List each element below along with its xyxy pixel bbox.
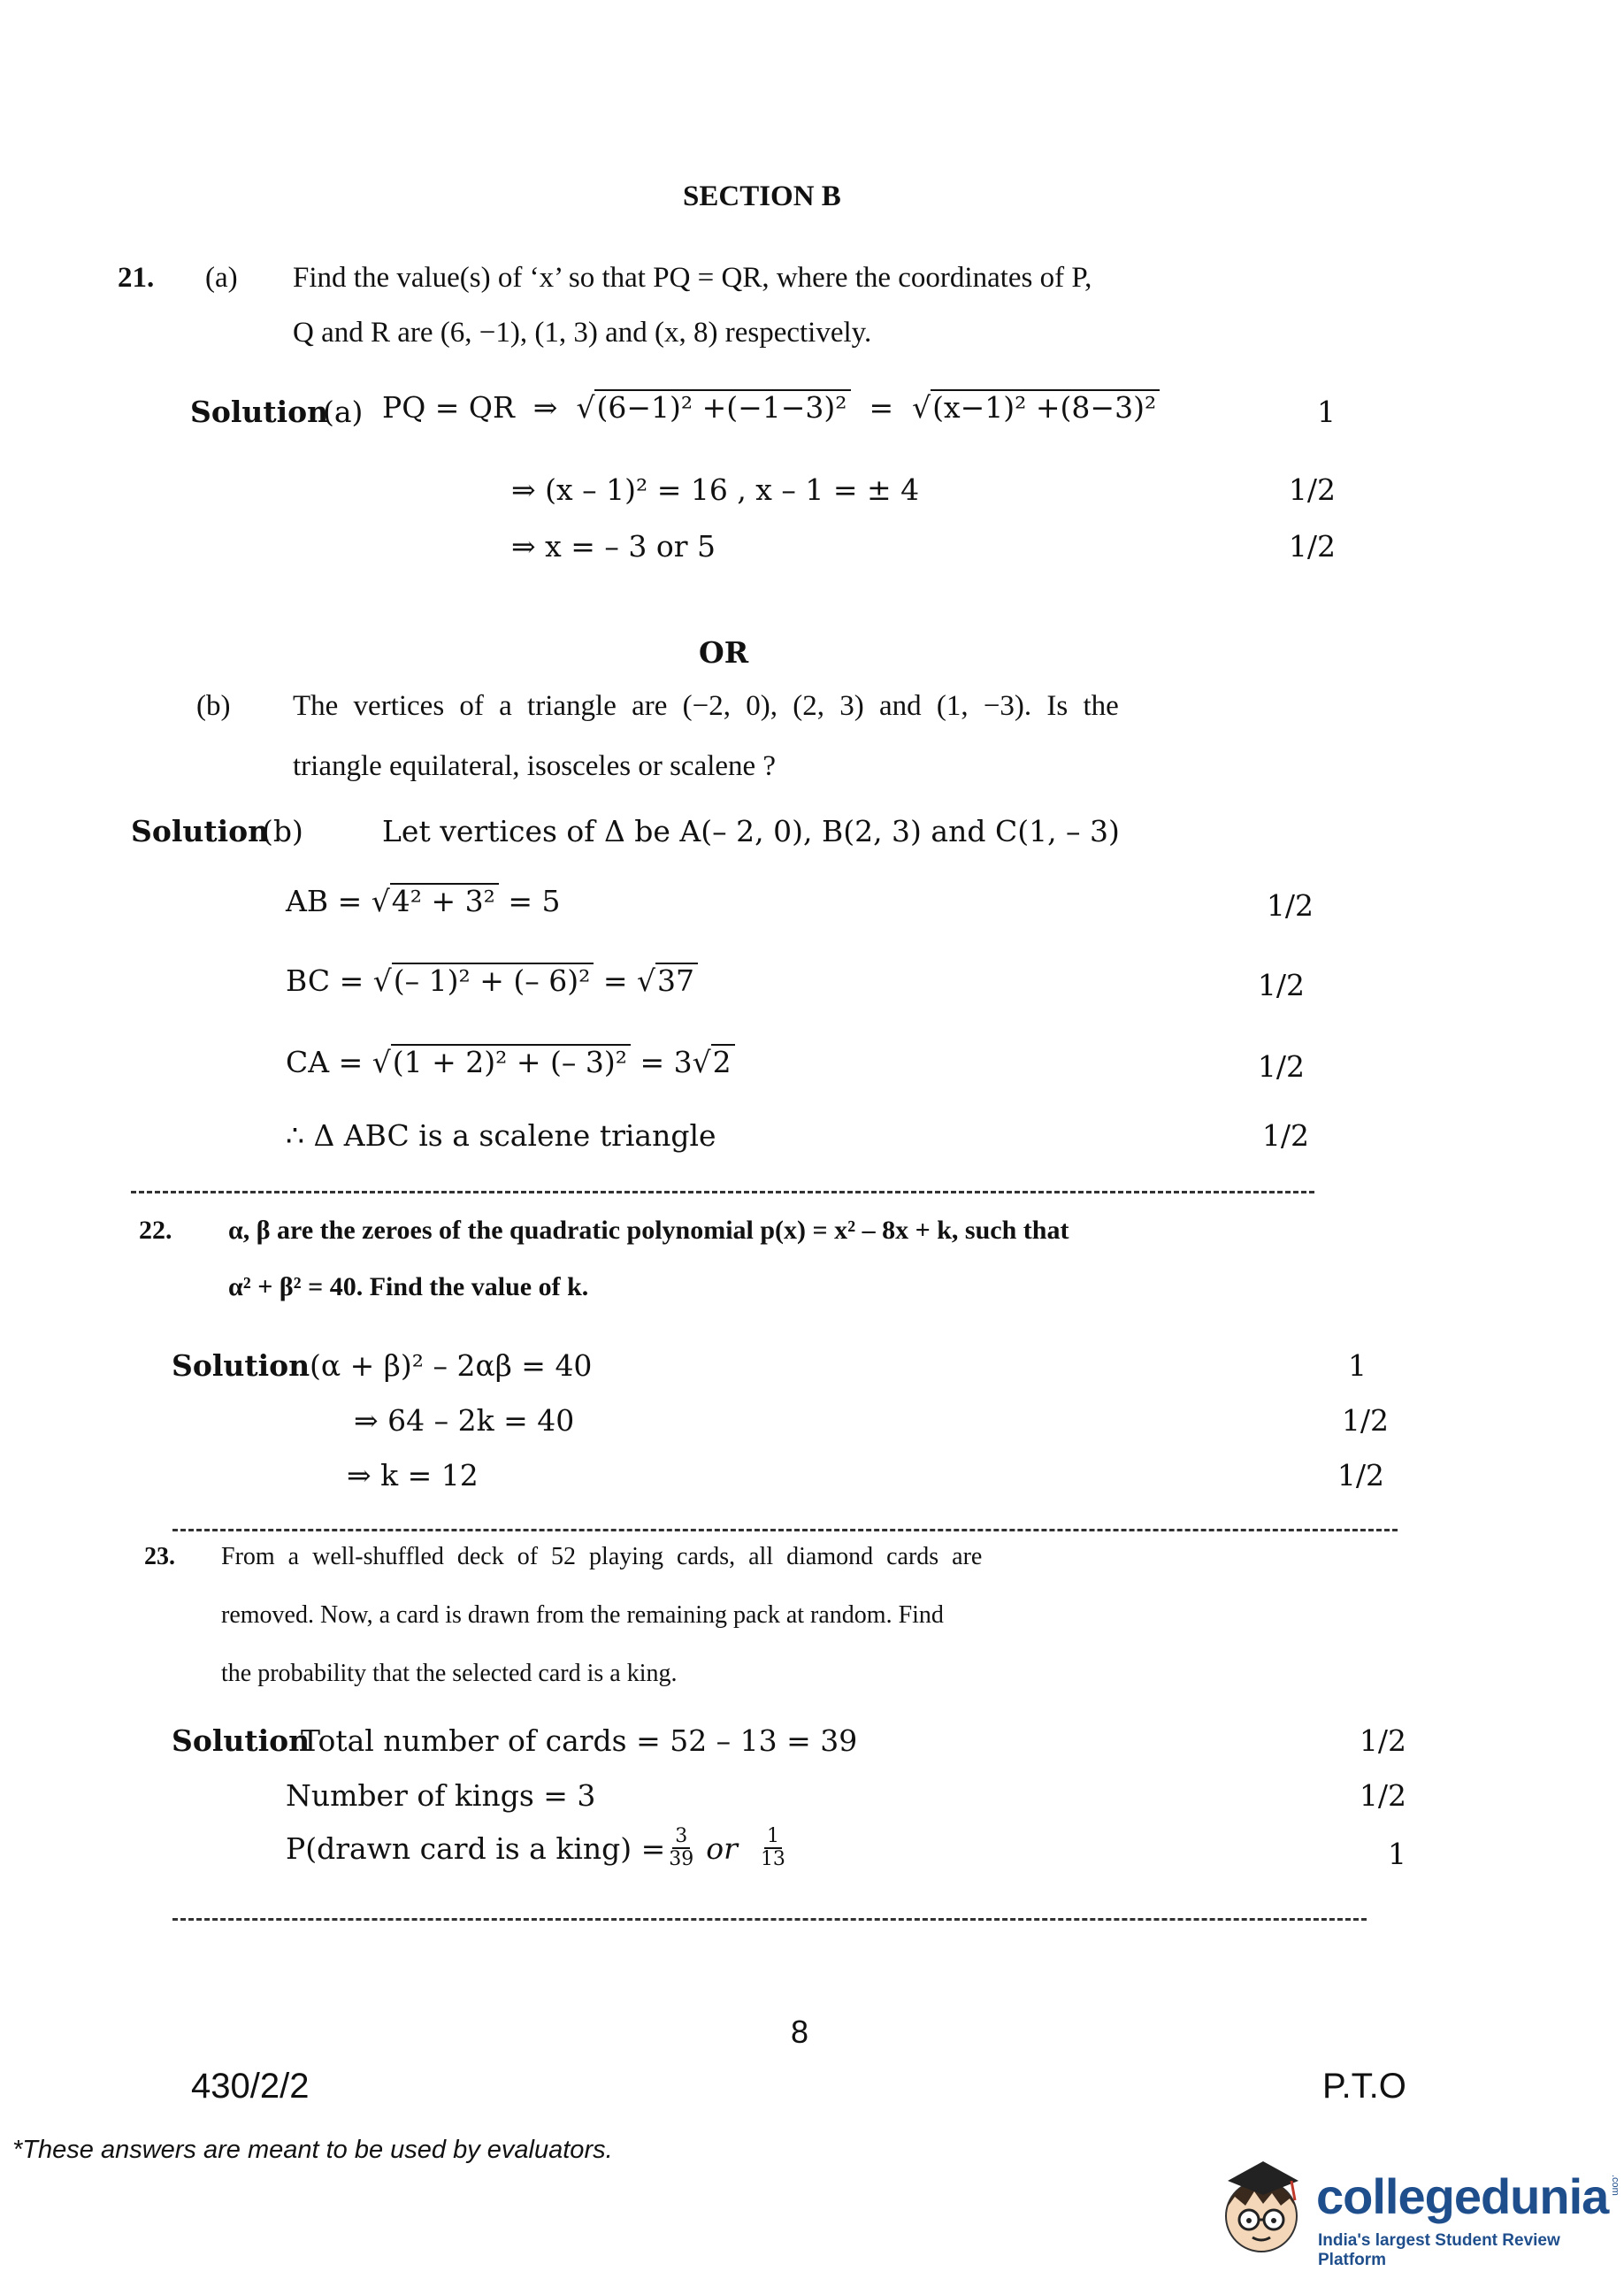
ab-lhs: AB = — [286, 884, 363, 918]
sqrt-symbol: √ — [576, 390, 595, 425]
pto-label: P.T.O — [1322, 2067, 1406, 2106]
q23-sol-label: Solution — [172, 1723, 310, 1758]
q23-mark-2: 1/2 — [1359, 1778, 1406, 1813]
q21-part-a-line1: Find the value(s) of ‘x’ so that PQ = QR, where the coordinates of P, — [293, 262, 1092, 294]
q21-part-b-line1: The vertices of a triangle are (−2, 0), (2, 3) and (1, −3). Is the — [293, 690, 1119, 722]
equals-symbol: = — [860, 390, 903, 425]
q22-sol-line2: ⇒ 64 – 2k = 40 — [354, 1403, 575, 1438]
sqrt-symbol: √ — [371, 884, 390, 918]
ca-mark: 1/2 — [1257, 1049, 1305, 1084]
fraction-1-13 — [761, 1826, 785, 1870]
q21-sol-a-radicand-2: (x−1)² +(8−3)² — [931, 389, 1160, 425]
q23-mark-1: 1/2 — [1359, 1723, 1406, 1758]
bc-radicand: (– 1)² + (– 6)² — [392, 963, 594, 998]
sqrt-symbol: √ — [637, 963, 656, 998]
q23-number: 23. — [144, 1543, 175, 1570]
q21-part-a-label: (a) — [205, 262, 238, 294]
collegedunia-mascot-logo — [1210, 2154, 1316, 2260]
q23-sol-line2: Number of kings = 3 — [286, 1778, 596, 1813]
q21-sol-a-label: Solution — [190, 395, 329, 429]
ab-rhs: = 5 — [508, 884, 561, 918]
q23-line2: removed. Now, a card is drawn from the remaining pack at random. Find — [221, 1601, 944, 1629]
q21-sol-a-line2: ⇒ (x – 1)² = 16 , x – 1 = ± 4 — [511, 472, 920, 507]
ca-equation — [286, 1044, 735, 1079]
q22-mark-1: 1 — [1348, 1348, 1367, 1383]
q22-number: 22. — [139, 1216, 172, 1245]
q21-sol-b-part: (b) — [262, 814, 303, 848]
q21-sol-b-label: Solution — [131, 814, 270, 848]
separator-line — [172, 1918, 1367, 1921]
sqrt-symbol: √ — [692, 1045, 711, 1079]
q21-sol-a-equation — [382, 389, 1160, 425]
separator-line — [172, 1529, 1398, 1531]
q21-conclusion-mark: 1/2 — [1261, 1118, 1309, 1153]
brand-tagline: India's largest Student Review Platform — [1318, 2231, 1560, 2269]
page-number: 8 — [791, 2014, 809, 2050]
q21-part-a-line2: Q and R are (6, −1), (1, 3) and (x, 8) respectively. — [293, 317, 872, 349]
bc-eq: = — [602, 963, 628, 998]
q22-line1: α, β are the zeroes of the quadratic polynomial p(x) = x² – 8x + k, such that — [228, 1216, 1069, 1245]
q21-sol-a-mark-1: 1 — [1317, 395, 1336, 429]
q23-sol-line1: Total number of cards = 52 – 13 = 39 — [301, 1723, 858, 1758]
q22-sol-line1: (α + β)² – 2αβ = 40 — [310, 1348, 593, 1383]
ca-radicand: (1 + 2)² + (– 3)² — [391, 1044, 631, 1079]
q21-sol-a-lhs: PQ = QR — [382, 390, 515, 425]
ca-rhs-radicand: 2 — [711, 1044, 735, 1079]
q21-sol-a-line3: ⇒ x = – 3 or 5 — [511, 529, 716, 564]
disclaimer: *These answers are meant to be used by evaluators. — [12, 2136, 613, 2164]
fraction-numerator: 3 — [672, 1826, 690, 1849]
sqrt-symbol: √ — [912, 390, 931, 425]
ab-equation — [286, 883, 561, 918]
q21-part-b-label: (b) — [196, 690, 231, 722]
bc-lhs: BC = — [286, 963, 364, 998]
q23-sol-line3 — [286, 1826, 789, 1870]
sqrt-symbol: √ — [372, 963, 392, 998]
q22-line2: α² + β² = 40. Find the value of k. — [228, 1272, 589, 1301]
q22-mark-3: 1/2 — [1337, 1458, 1384, 1492]
ca-eq: = 3 — [640, 1045, 693, 1079]
sqrt-symbol: √ — [372, 1045, 391, 1079]
fraction-denominator: 39 — [669, 1848, 694, 1871]
or-word: or — [706, 1830, 738, 1866]
q21-sol-a-mark-2: 1/2 — [1288, 472, 1336, 507]
q23-sol-line3-text: P(drawn card is a king) = — [286, 1830, 666, 1866]
q21-sol-a-mark-3: 1/2 — [1288, 529, 1336, 564]
q21-part-b-line2: triangle equilateral, isosceles or scalene ? — [293, 750, 777, 782]
q22-sol-label: Solution — [172, 1348, 310, 1383]
bc-rhs-radicand: 37 — [655, 963, 698, 998]
fraction-3-39 — [669, 1826, 693, 1870]
section-title: SECTION B — [683, 180, 841, 212]
paper-code: 430/2/2 — [191, 2067, 310, 2106]
separator-line — [131, 1191, 1314, 1193]
implies-symbol: ⇒ — [524, 390, 567, 425]
q23-line3: the probability that the selected card is a king. — [221, 1660, 678, 1687]
q21-sol-a-part: (a) — [323, 395, 364, 429]
or-divider: OR — [699, 635, 749, 670]
fraction-numerator: 1 — [764, 1826, 782, 1849]
brand-suffix: .com — [1610, 2175, 1620, 2196]
bc-mark: 1/2 — [1257, 968, 1305, 1002]
q23-line1: From a well-shuffled deck of 52 playing cards, all diamond cards are — [221, 1543, 983, 1570]
q21-sol-b-intro: Let vertices of Δ be A(– 2, 0), B(2, 3) and C(1, – 3) — [382, 814, 1120, 848]
bc-equation — [286, 963, 698, 998]
q22-sol-line3: ⇒ k = 12 — [347, 1458, 479, 1492]
q23-mark-3: 1 — [1388, 1837, 1406, 1871]
q22-mark-2: 1/2 — [1341, 1403, 1389, 1438]
ab-radicand: 4² + 3² — [390, 883, 499, 918]
ab-mark: 1/2 — [1266, 888, 1314, 923]
q21-conclusion: ∴ Δ ABC is a scalene triangle — [286, 1118, 716, 1153]
q21-sol-a-radicand-1: (6−1)² +(−1−3)² — [594, 389, 850, 425]
brand-name: collegedunia — [1316, 2168, 1609, 2224]
q21-number: 21. — [118, 262, 155, 294]
fraction-denominator: 13 — [760, 1848, 785, 1871]
ca-lhs: CA = — [286, 1045, 364, 1079]
